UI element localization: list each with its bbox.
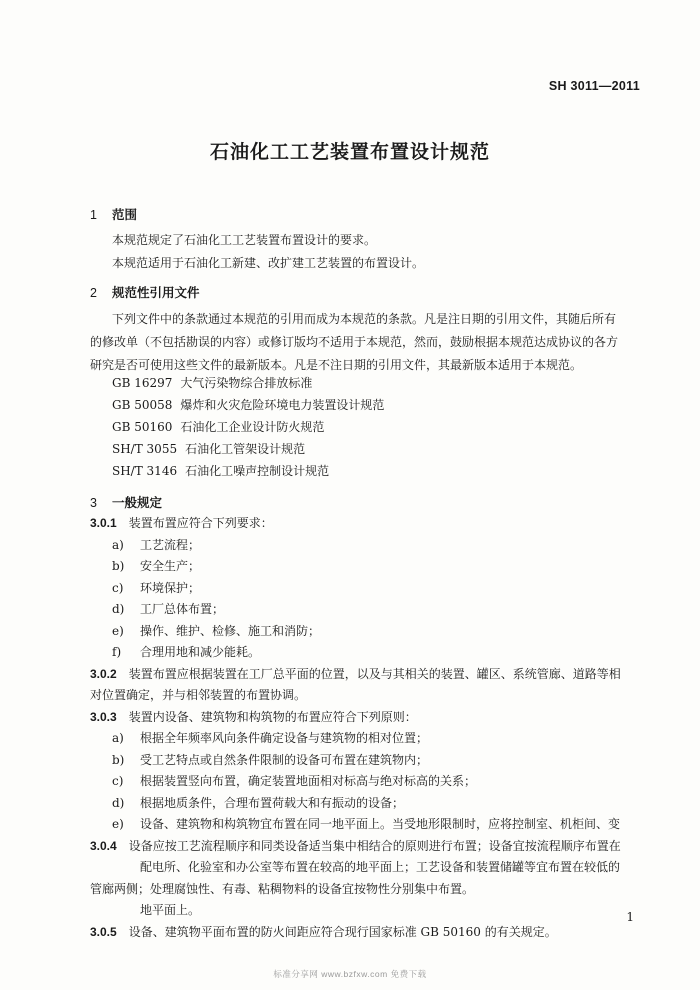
page-title: 石油化工工艺装置布置设计规范 <box>209 141 490 163</box>
item-label: c) <box>112 774 124 788</box>
item-label: f) <box>112 645 122 659</box>
reference-title: 石油化工噪声控制设计规范 <box>185 464 330 478</box>
item-label: e) <box>112 623 124 638</box>
clause <box>90 837 621 854</box>
list-item <box>112 622 320 639</box>
section-number: 1 <box>90 208 97 222</box>
reference-code: GB 50058 <box>112 398 173 412</box>
item-text: 根据装置竖向布置，确定装置地面相对标高与绝对标高的关系； <box>140 774 477 788</box>
item-label: e) <box>112 817 124 831</box>
item-text: 工艺流程； <box>140 537 201 552</box>
item-label: a) <box>112 731 124 745</box>
section-title: 规范性引用文件 <box>112 285 200 300</box>
item-text: 设备、建筑物和构筑物宜布置在同一地平面上。当受地形限制时，应将控制室、机柜间、变 <box>140 817 621 831</box>
section-number: 2 <box>90 286 97 300</box>
clause <box>90 514 273 531</box>
clause-number: 3.0.1 <box>90 516 117 530</box>
paragraph: 本规范规定了石油化工工艺装置布置设计的要求。 <box>112 233 377 247</box>
list-item <box>112 536 200 553</box>
reference-code: SH/T 3146 <box>112 464 178 478</box>
clause <box>90 665 621 682</box>
standard-code: SH 3011—2011 <box>548 79 640 93</box>
item-text: 根据全年频率风向条件确定设备与建筑物的相对位置； <box>140 731 429 745</box>
page-number: 1 <box>626 910 634 924</box>
clause-text: 装置内设备、建筑物和构筑物的布置应符合下列原则： <box>128 709 417 724</box>
clause-number: 3.0.2 <box>90 666 117 681</box>
list-item-continuation: 配电所、化验室和办公室等布置在较高的地平面上；工艺设备和装置储罐等宜布置在较低的 <box>140 860 621 874</box>
reference-entry <box>112 418 324 435</box>
clause-number: 3.0.3 <box>90 709 117 724</box>
list-item <box>112 600 224 617</box>
paragraph-line: 的修改单（不包括勘误的内容）或修订版均不适用于本规范，然而，鼓励根据本规范达成协议的各方 <box>90 335 619 349</box>
item-text: 安全生产； <box>140 559 201 573</box>
clause-number: 3.0.4 <box>90 838 117 853</box>
reference-code: SH/T 3055 <box>112 442 178 456</box>
item-text: 根据地质条件，合理布置荷载大和有振动的设备； <box>140 795 405 810</box>
section-title: 范围 <box>112 207 138 222</box>
reference-code: GB 16297 <box>112 376 173 390</box>
clause-continuation: 对位置确定，并与相邻装置的布置协调。 <box>90 688 307 702</box>
item-label: b) <box>112 752 125 767</box>
watermark-footer: 标准分享网 www.bzfxw.com 免费下载 <box>273 969 427 979</box>
reference-entry <box>112 440 305 457</box>
clause-continuation: 管廊两侧；处理腐蚀性、有毒、粘稠物料的设备宜按物性分别集中布置。 <box>90 881 475 896</box>
reference-title: 大气污染物综合排放标准 <box>180 376 313 390</box>
list-item <box>112 772 476 789</box>
list-item-continuation: 地平面上。 <box>140 903 201 917</box>
reference-title: 石油化工管架设计规范 <box>185 442 306 456</box>
list-item <box>112 815 620 832</box>
reference-title: 爆炸和火灾危险环境电力装置设计规范 <box>180 398 385 412</box>
paragraph-line: 研究是否可使用这些文件的最新版本。凡是不注日期的引用文件，其最新版本适用于本规范。 <box>90 358 583 372</box>
reference-title: 石油化工企业设计防火规范 <box>180 420 325 434</box>
item-text: 环境保护； <box>140 580 201 595</box>
section-heading <box>90 283 200 301</box>
section-title: 一般规定 <box>112 495 163 510</box>
item-text: 操作、维护、检修、施工和消防； <box>140 623 321 638</box>
item-label: c) <box>112 580 124 595</box>
item-label: b) <box>112 559 125 573</box>
clause-text: 设备、建筑物平面布置的防火间距应符合现行国家标准 GB 50160 的有关规定。 <box>128 924 557 939</box>
item-label: d) <box>112 602 125 616</box>
item-label: a) <box>112 537 124 552</box>
list-item <box>112 794 404 811</box>
reference-code: GB 50160 <box>112 420 173 434</box>
item-label: d) <box>112 795 125 810</box>
reference-entry <box>112 374 312 391</box>
clause-text: 装置布置应根据装置在工厂总平面的位置，以及与其相关的装置、罐区、系统管廊、道路等相 <box>128 666 621 681</box>
section-heading <box>90 493 162 511</box>
list-item <box>112 643 260 660</box>
reference-entry <box>112 462 329 479</box>
list-item <box>112 579 200 596</box>
paragraph: 本规范适用于石油化工新建、改扩建工艺装置的布置设计。 <box>112 256 425 270</box>
paragraph-line: 下列文件中的条款通过本规范的引用而成为本规范的条款。凡是注日期的引用文件，其随后所有 <box>112 312 617 326</box>
clause-text: 设备应按工艺流程顺序和同类设备适当集中相结合的原则进行布置；设备宜按流程顺序布置在 <box>128 838 621 853</box>
reference-entry <box>112 396 384 413</box>
item-text: 受工艺特点或自然条件限制的设备可布置在建筑物内； <box>140 752 429 767</box>
list-item <box>112 751 428 768</box>
item-text: 工厂总体布置； <box>140 602 225 616</box>
clause-number: 3.0.5 <box>90 924 117 939</box>
clause <box>90 923 557 940</box>
section-heading <box>90 205 137 223</box>
section-number: 3 <box>90 496 97 510</box>
list-item <box>112 557 200 574</box>
list-item <box>112 729 428 746</box>
clause <box>90 708 417 725</box>
item-text: 合理用地和减少能耗。 <box>140 645 261 659</box>
clause-text: 装置布置应符合下列要求： <box>128 516 273 530</box>
